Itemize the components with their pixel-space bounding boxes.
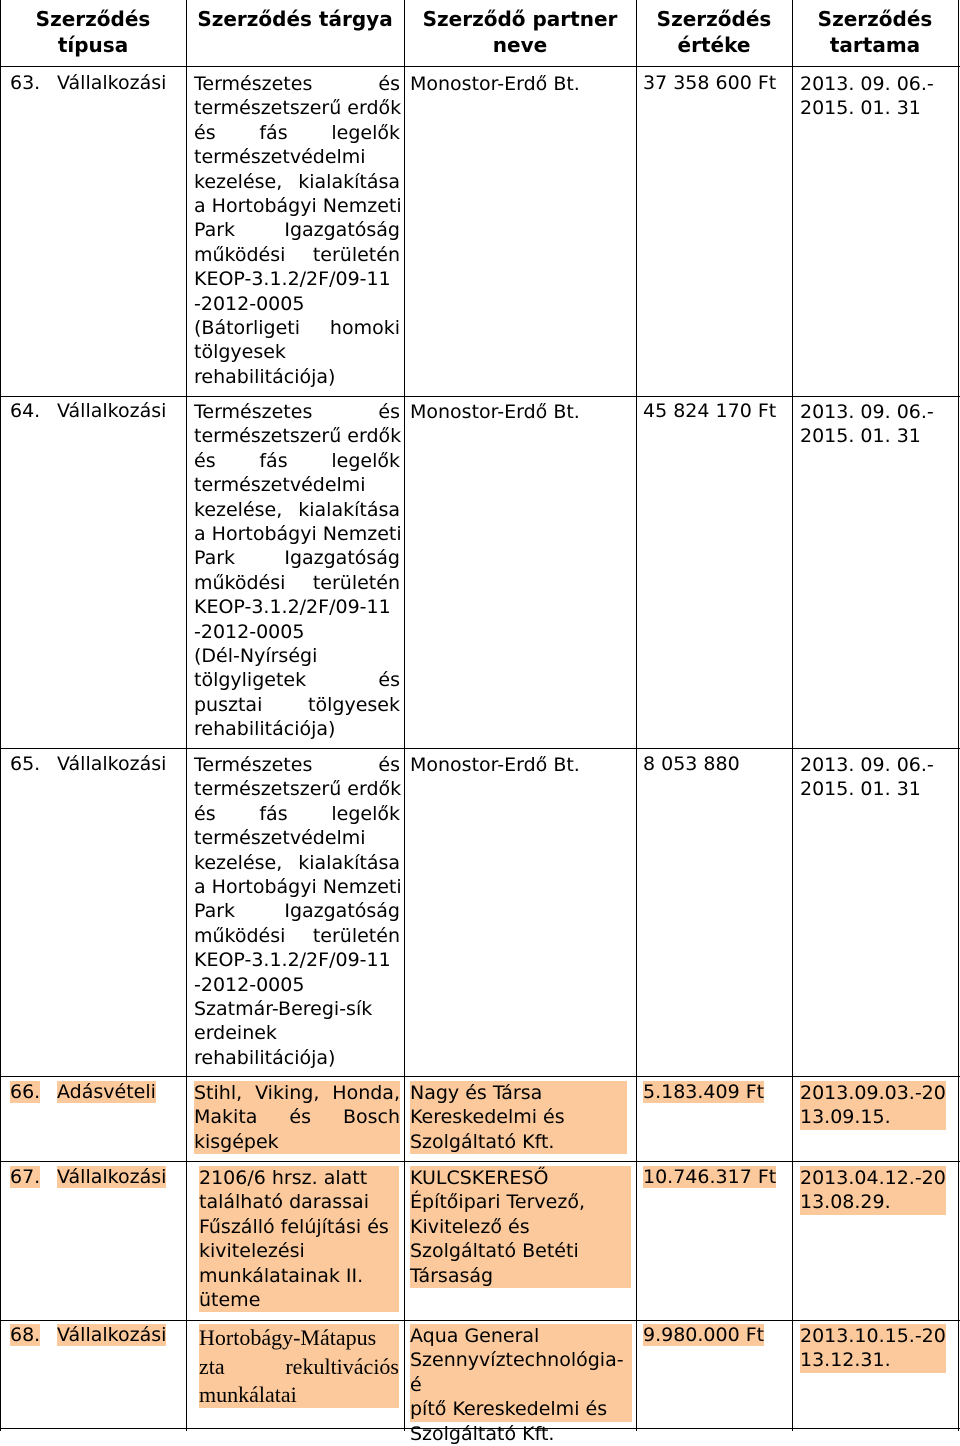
contract-subject: Természetes és természetszerű erdők és fás legelők természetvédelmi kezelése, kialakítása a Hortobágyi Nemzeti Park Igazgatóság működési területén KEOP-3.1.2/2F/09-11 -2012-0005 (Bátorligeti homoki tölgyesek rehabilitációja) xyxy=(194,73,402,388)
contract-subject: Természetes és természetszerű erdők és fás legelők természetvédelmi kezelése, kialakítása a Hortobágyi Nemzeti Park Igazgatóság működési területén KEOP-3.1.2/2F/09-11 -2012-0005 (Dél-Nyírségi tölgyligetek és pusztai tölgyesek rehabilitációja) xyxy=(194,401,402,741)
column-divider xyxy=(404,0,405,1431)
contract-term: 2013. 09. 06.- 2015. 01. 31 xyxy=(800,401,934,448)
row-divider xyxy=(0,1076,960,1077)
partner-name: KULCSKERESŐ Építőipari Tervező, Kivitelező és Szolgáltató Betéti Társaság xyxy=(410,1166,631,1288)
contract-type: Vállalkozási xyxy=(57,753,167,775)
row-divider xyxy=(0,748,960,749)
partner-name: Monostor-Erdő Bt. xyxy=(410,754,580,776)
contract-value: 45 824 170 Ft xyxy=(643,400,777,422)
contract-value: 37 358 600 Ft xyxy=(643,72,777,94)
table-border-left xyxy=(0,0,1,1431)
row-number: 64. xyxy=(10,400,41,422)
column-divider xyxy=(792,0,793,1431)
header-contract-term: Szerződés tartama xyxy=(817,7,933,57)
partner-name: Nagy és Társa Kereskedelmi és Szolgáltató Kft. xyxy=(410,1081,627,1154)
contract-term: 2013.04.12.-20 13.08.29. xyxy=(800,1167,946,1214)
contract-subject: Stihl, Viking, Honda, Makita és Bosch kisgépek xyxy=(194,1082,400,1153)
partner-name: Monostor-Erdő Bt. xyxy=(410,73,580,95)
contract-subject: Természetes és természetszerű erdők és fás legelők természetvédelmi kezelése, kialakítása a Hortobágyi Nemzeti Park Igazgatóság működési területén KEOP-3.1.2/2F/09-11 -2012-0005 Szatmár-Beregi-sík erdeinek rehabilitációja) xyxy=(194,754,402,1069)
contract-term: 2013.09.03.-20 13.09.15. xyxy=(800,1082,946,1129)
column-divider xyxy=(186,0,187,1431)
column-divider xyxy=(636,0,637,1431)
contract-value: 5.183.409 Ft xyxy=(643,1081,765,1103)
row-number: 65. xyxy=(10,753,41,775)
header-contract-type: Szerződés típusa xyxy=(35,7,151,57)
contract-subject: 2106/6 hrsz. alatt található darassai Fűszálló felújítási és kivitelezési munkálatainak II. üteme xyxy=(199,1166,399,1312)
table-border-right xyxy=(958,0,959,1431)
contract-type: Vállalkozási xyxy=(57,1324,167,1346)
row-number: 68. xyxy=(10,1324,41,1346)
contract-value: 9.980.000 Ft xyxy=(643,1324,765,1346)
contract-type: Adásvételi xyxy=(57,1081,156,1103)
contract-value: 8 053 880 xyxy=(643,753,740,775)
partner-name: Aqua General Szennyvíztechnológia-é pítő Kereskedelmi és Szolgáltató Kft. xyxy=(410,1324,632,1422)
contract-type: Vállalkozási xyxy=(57,72,167,94)
partner-name: Monostor-Erdő Bt. xyxy=(410,401,580,423)
contract-type: Vállalkozási xyxy=(57,400,167,422)
contract-term: 2013.10.15.-20 13.12.31. xyxy=(800,1325,946,1372)
header-contract-value: Szerződés értéke xyxy=(656,7,772,57)
header-bottom-border xyxy=(0,66,960,67)
header-partner-name: Szerződő partner neve xyxy=(422,7,618,57)
contract-type: Vállalkozási xyxy=(57,1166,167,1188)
row-number: 66. xyxy=(10,1081,41,1103)
row-number: 67. xyxy=(10,1166,41,1188)
contract-term: 2013. 09. 06.- 2015. 01. 31 xyxy=(800,754,934,801)
row-divider xyxy=(0,396,960,397)
header-contract-subject: Szerződés tárgya xyxy=(197,7,393,31)
contract-subject: Hortobágy-Mátapus zta rekultivációs munkálatai xyxy=(199,1325,399,1407)
row-divider xyxy=(0,1161,960,1162)
contract-value: 10.746.317 Ft xyxy=(643,1166,777,1188)
row-number: 63. xyxy=(10,72,41,94)
row-divider xyxy=(0,1320,960,1321)
contract-term: 2013. 09. 06.- 2015. 01. 31 xyxy=(800,73,934,120)
